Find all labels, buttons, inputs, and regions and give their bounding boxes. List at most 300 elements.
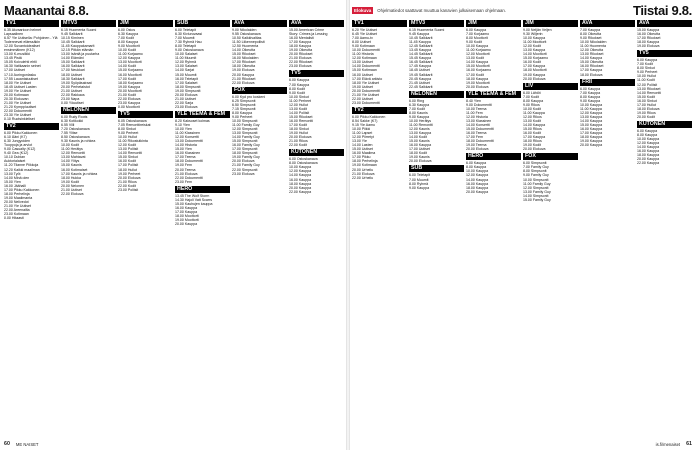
program-entry: 6.00 Kauppa (637, 128, 658, 133)
program-entry: 20.00 Elokuva (466, 84, 489, 89)
program-entry: 8.00 Ostoskanava (289, 161, 318, 166)
program-entry: 20.00 Kauppa (580, 143, 603, 148)
program-entry: 19.00 Perheet (118, 171, 141, 176)
program-entry: 9.00 Perheet (118, 131, 139, 136)
program-entry: 11.20 Tilanne Piikkoja (4, 163, 39, 168)
program-entry: 18.00 Perhelinja (352, 159, 378, 164)
left-schedule-grid (4, 20, 344, 438)
program-entry: 11.00 Kodit (637, 78, 655, 83)
program-entry: 14.00 Remontti (118, 151, 143, 156)
program-entry: 22.00 Elokuva (232, 80, 255, 85)
program-entry: 15.00 Oikeutta (580, 60, 604, 65)
program-entry: 21.00 Uutiset (61, 88, 82, 93)
program-entry: 22.00 Kauppa (289, 189, 312, 194)
program-entry: 17.00 Kauppa (580, 68, 603, 73)
program-entry: 6.00 Rudy Roots (61, 114, 88, 119)
program-entry: 9.00 Casualty (K12) (4, 147, 36, 152)
program-entry: 7.00 Aamu-tv (352, 36, 373, 41)
program-entry: 17.00 Rikokset (637, 36, 661, 41)
program-entry: 12.00 Poliisit (637, 82, 658, 87)
program-entry: 15.00 Uutiset (352, 147, 373, 152)
program-entry: 9.40 Gea (K12) (4, 151, 29, 156)
program-entry: 7.30 Ryhmä Hau (175, 40, 202, 45)
right-header (352, 3, 692, 17)
program-entry: 21.00 Family Guy (232, 163, 260, 168)
program-entry: 6.00 Kyd pro koskeni (232, 94, 266, 99)
program-entry: 21.00 Yle Uutiset (4, 203, 31, 208)
program-entry: 9.00 Nikolaiden (232, 28, 257, 32)
program-entry: 14.00 Family Guy (232, 135, 260, 140)
program-entry: 16.00 Nikolaiden (232, 56, 259, 61)
program-entry: 6.00 Kauppa (466, 28, 487, 32)
program-entry: 13.00 Rikokset (637, 86, 661, 91)
channel-header: KUTONEN (289, 149, 344, 156)
program-entry: 6.00 Ostoskanava (289, 157, 318, 162)
program-entry: 21.00 Uutiset (61, 187, 82, 192)
program-entry: 15.00 Muumit (175, 72, 197, 77)
program-entry: 11.00 Lapset (352, 131, 373, 136)
program-entry: 9.00 Rikokset (580, 36, 602, 41)
program-entry: 13.45 Pistä (4, 56, 22, 61)
program-entry: 12.00 Kaunis (409, 127, 430, 132)
program-entry: 15.00 Kaunis (409, 139, 430, 144)
program-entry: 16.00 Mentalisti (289, 36, 314, 41)
program-entry: 16.00 Kauppa (289, 177, 312, 182)
program-entry: 6.15 Huomenta Suomi (61, 28, 97, 32)
program-entry: 8.00 Kodit (289, 86, 305, 91)
program-entry: 6.00 Simpsonit (523, 161, 547, 166)
program-entry: 7.55 Ylitse (61, 131, 78, 136)
program-entry: 12.00 Oikeutta (580, 48, 604, 53)
program-entry: 19.00 Elokuva (232, 68, 255, 73)
channel-header: NELONEN (409, 91, 464, 98)
program-entry: 7.00 Muumit (409, 177, 429, 182)
program-entry: 18.00 Yle Uutiset (352, 80, 379, 85)
program-entry: 7.00 Kodit (523, 94, 539, 99)
channel-header: TV1 (4, 20, 59, 27)
program-entry: 0.00 Moottorit (118, 104, 140, 109)
program-entry: 14.00 Moottorit (523, 52, 547, 57)
program-entry: 19.45 Salkkarit (409, 72, 433, 77)
program-entry: 11.00 Herätys (61, 147, 83, 152)
program-entry: 19.00 Kauppa (580, 139, 603, 144)
program-entry: 14.00 Kauppa (637, 145, 660, 150)
channel-header: JIM (118, 20, 173, 27)
program-entry: 12.00 Kauppa (118, 56, 141, 61)
program-entry: 15.00 Rikos (523, 127, 542, 132)
program-entry: 19.00 Maailmanta (4, 195, 33, 200)
program-entry: 0.10 Ruotsinkieliset (4, 117, 35, 122)
program-entry: 11.00 Moottorit (523, 40, 547, 45)
program-entry: 12.00 Kauppa (637, 141, 660, 146)
program-entry: 7.00 Kauppa (580, 90, 601, 95)
program-entry: 18.00 Uutiset (61, 72, 82, 77)
program-entry: 10.00 Kauppa (466, 44, 489, 49)
program-entry: 10.00 Kodit (61, 143, 79, 148)
channel-header: AVA (289, 20, 344, 27)
program-entry: 20.00 Kodit (637, 114, 655, 119)
program-entry: 16.00 Salkkarit (61, 64, 85, 69)
program-entry: 23.00 Elokuva (175, 104, 198, 109)
program-entry: 14.00 Simpsonit (523, 193, 549, 198)
program-entry: 13.00 Dokumentti (175, 139, 203, 144)
program-entry: 8.00 Uutiset (352, 40, 371, 45)
program-entry: 9.00 Kauppa (580, 98, 601, 103)
channel-header: AVA (637, 20, 692, 27)
program-entry: 12.00 Kauppa (580, 110, 603, 115)
program-entry: 10.00 Kauppa (637, 137, 660, 142)
right-footer (656, 440, 692, 448)
program-entry: 17.00 Pikku Kakkonen (4, 187, 40, 192)
program-entry: 22.45 Salkkarit (409, 84, 433, 89)
program-entry: 17.55 Lauantaiuutiset (4, 76, 38, 81)
program-entry: 9.00 Kotimaan (352, 44, 375, 49)
program-entry: 14.00 Kauppa (580, 56, 603, 61)
program-entry: 17.00 Neukkari (61, 68, 85, 73)
program-entry: 19.00 Uutiset (352, 84, 373, 89)
program-entry: 23.00 Kotimaan (4, 212, 29, 217)
program-entry: 12.00 Ryhmä (175, 60, 197, 65)
program-entry: 21.00 Yle Uutiset (352, 92, 379, 97)
program-entry: 9.00 Neljän Veljen (523, 28, 552, 32)
program-entry: 21.00 Kodit (118, 92, 136, 97)
program-entry: 16.00 Kodit (118, 159, 136, 164)
program-entry: 13.00 Kodit (289, 106, 307, 111)
program-entry: 6.00 Kauppa (466, 161, 487, 166)
program-entry: 7.00 Kodit (409, 106, 425, 111)
program-entry: 9.00 Kodit (289, 90, 305, 95)
program-entry: 10.00 Simpsonit (232, 118, 258, 123)
program-entry: 12.00 Moottorit (466, 52, 490, 57)
program-entry: 8.20 Kaksoset kolmas (175, 118, 210, 123)
program-entry: 19.00 Kaunis (409, 155, 430, 160)
program-entry: 7.00 Muumit (175, 36, 195, 41)
right-page (348, 0, 696, 450)
program-entry: 10.00 Kauppa (523, 36, 546, 41)
program-entry: 16.00 Jäähalli (4, 183, 26, 188)
program-entry: 19.00 Yle Uutiset (4, 88, 31, 93)
program-entry: Auktorialaiset (4, 159, 26, 164)
right-page-number: 61 (686, 441, 692, 447)
program-entry: 14.45 Salkkarit (409, 52, 433, 57)
program-entry: 19.00 Kodit (61, 179, 79, 184)
program-entry: 9.30 Kaunis ja rohkea (61, 139, 96, 144)
program-entry: 14.00 Kodit (409, 135, 427, 140)
program-entry: 12.00 Kauppa (289, 169, 312, 174)
program-entry: 23.00 Elokuva (232, 171, 255, 176)
program-entry: 10.00 Kauppa (580, 102, 603, 107)
program-entry: 15.00 Salkkarit (61, 60, 85, 65)
program-entry: 13.00 Yle (352, 139, 367, 144)
program-entry: 19.00 Kauppa (523, 72, 546, 77)
program-entry: 17.00 Kodit (118, 76, 136, 81)
program-entry: 13.45 Kauppa (409, 48, 432, 53)
program-entry: 22.00 Sarja (175, 100, 194, 105)
program-entry: 9.00 Kauppa (409, 185, 430, 190)
program-entry: 13.00 Kodit (523, 118, 541, 123)
program-entry: 10.00 Hullut (118, 135, 137, 140)
program-entry: 10.45 Salkkarit (409, 36, 433, 41)
program-entry: 18.00 Dokumentti (175, 159, 203, 164)
program-entry: 6.00 Kauppa (637, 58, 658, 63)
program-entry: 7.15 Simpsonit (232, 106, 256, 111)
program-entry: 8.00 Sinkut (637, 66, 655, 71)
program-entry: 20.00 Elokuva (523, 76, 546, 81)
program-entry: 19.00 Kauppa (118, 84, 141, 89)
program-entry: 12.45 Salkkarit (409, 44, 433, 49)
program-entry: 19.00 Elokuva (637, 44, 660, 49)
program-entry: 18.00 Moottorit (175, 213, 199, 218)
program-entry: 18.00 Elokuva (580, 72, 603, 77)
program-entry: 15.00 Kauppa (637, 28, 660, 32)
program-entry: 8.00 Kauppa (466, 165, 487, 170)
program-entry: 9.45 Kauppa (409, 32, 430, 37)
program-entry: 12.50 Huomenta (232, 44, 259, 49)
program-entry: 18.00 Kauppa (466, 76, 489, 81)
program-entry: 20.00 Moottorit (118, 88, 142, 93)
program-entry: 19.00 Family Guy (232, 155, 260, 160)
program-entry: 14.30 Hajoli Vatt Scarrs (175, 197, 212, 202)
channel-header: JIM (466, 20, 521, 27)
program-entry: 14.00 Lasten (352, 143, 373, 148)
program-entry: 17.00 Rikokset (232, 60, 256, 65)
program-entry: 7.05 Remonttireiskat (118, 122, 151, 127)
channel-header: TV2 (4, 123, 59, 130)
program-entry: 17.00 Kodit (289, 122, 307, 127)
legend-text: Ohjelmatiedot saattavat muuttua kanavien julkaisemaan ohjelmaan. (377, 7, 507, 13)
program-entry: 6.30 Kauppa (409, 102, 430, 107)
program-entry: 18.00 Kauppa (466, 185, 489, 190)
program-entry: 18.00 Kauppa (637, 153, 660, 158)
channel-header: TV5 (289, 70, 344, 77)
program-entry: 18.00 Rikos (523, 139, 542, 144)
left-day-title: Maanantai 8.8. (4, 2, 89, 18)
legend-strip (352, 7, 506, 14)
program-entry: 22.00 Uutiset (352, 96, 373, 101)
program-entry: 17.00 Kaunis ja rohkea (61, 171, 98, 176)
program-entry: 18.00 Simpsonit (175, 84, 201, 89)
program-entry: 16.00 Family Guy (232, 143, 260, 148)
channel-header: TV5 (118, 111, 173, 118)
program-entry: 6.05 Ostoskanava (118, 118, 147, 123)
program-entry: 12.00 Konsertti (175, 135, 199, 140)
program-entry: 10.00 Kauppa (289, 165, 312, 170)
program-entry: 6.50 Simpsonit (232, 102, 256, 107)
program-entry: 18.00 Kauppa (637, 40, 660, 45)
program-entry: 20.00 Kauppa (232, 72, 255, 77)
program-entry: 11.00 Klassinen (175, 131, 200, 136)
program-entry: 18.00 Yle Uutiset (4, 80, 31, 85)
program-entry: 11.00 Korjaamo (466, 48, 491, 53)
program-entry: 10.00 Kodit (118, 48, 136, 53)
channel-header: MTV3 (61, 20, 116, 27)
program-entry: 11.00 Muumit (175, 56, 197, 61)
program-entry: 20.00 Urheilu (352, 167, 374, 172)
program-entry: Lapsaalinen (4, 32, 24, 37)
program-entry: 19.00 Kodit (523, 143, 541, 148)
program-entry: 6.00 Lähiöt (523, 90, 541, 95)
program-entry: 11.45 Kauppa (409, 40, 431, 45)
program-entry: 23.30 Yle Uutiset (4, 112, 31, 117)
program-entry: 10.10 Dubian (4, 155, 26, 160)
program-entry: 14.00 Ylitys (61, 159, 80, 164)
program-entry: 6.20 Yle Uutiset (352, 28, 377, 32)
program-entry: 15.00 Sinkut (118, 155, 138, 160)
program-entry: 13.00 Poliisit (118, 147, 139, 152)
program-entry: 20.00 Elokuva (118, 175, 141, 180)
program-entry: 10.00 Ylen (175, 127, 192, 132)
channel-header: KUTONEN (637, 121, 692, 128)
program-entry: 17.00 Kauppa (580, 131, 603, 136)
program-entry: 9.00 Dokumentti (466, 102, 492, 107)
program-entry: 9.00 Perheet (637, 70, 658, 75)
program-entry: 7.00 Kauppa (289, 82, 310, 87)
program-entry: 7.00 Family Guy (523, 165, 549, 170)
program-entry: 18.45 Uutiset (409, 68, 430, 73)
program-entry: 15.00 Rikokset (232, 52, 256, 57)
program-entry: 13.00 Uutiset (352, 60, 373, 65)
program-entry: 7.00 Kodit (118, 36, 134, 41)
program-entry: 20.00 Elokuva (409, 159, 432, 164)
program-entry: 21.00 Rikos (118, 179, 137, 184)
program-entry: 13.00 Työt (4, 171, 21, 176)
program-entry: 15.00 Rikokset (289, 114, 313, 119)
program-entry: 16.00 Rikokset (580, 64, 604, 69)
program-entry: 6.00 Ostos (118, 28, 136, 32)
program-entry: 18.00 Sinkut (289, 127, 309, 132)
program-entry: 22.00 Dokumentti (175, 175, 203, 180)
channel-header: AVA (580, 20, 635, 27)
program-entry: 13.45 The Wolf Storm (175, 193, 210, 198)
program-entry: 12.00 Piirretyt (352, 135, 374, 140)
program-entry: 9.00 Perheet (232, 114, 253, 119)
program-entry: 16.00 Korjaamo (466, 68, 492, 73)
program-entry: 0.00 Hitaasti (4, 216, 24, 221)
program-entry: 20.00 Kauppa (175, 222, 198, 227)
schedule-column (352, 20, 407, 438)
program-entry: 11.00 Family Guy (232, 122, 260, 127)
program-entry: 23.00 Fem (175, 179, 192, 184)
program-entry: 21.00 Rikos (289, 139, 308, 144)
program-entry: 8.54 Sakke (K7) (352, 118, 378, 123)
schedule-column (523, 20, 578, 438)
program-entry: 16.00 Kauppa (409, 143, 432, 148)
channel-header: JIM (523, 20, 578, 27)
program-entry: 17.00 Uutiset (4, 68, 25, 73)
program-entry: 15.00 American Crime (289, 28, 325, 32)
program-entry: 13.00 Isäntä ja puutarha (61, 52, 100, 57)
program-entry: 9.45 Salkkarit (61, 32, 83, 37)
program-entry: 17.00 Poliisit (118, 163, 139, 168)
program-entry: 18.00 Simpsonit (232, 151, 258, 156)
channel-header: TV1 (352, 20, 407, 27)
program-entry: 6.35 Akvaarioon helmet (4, 28, 42, 32)
program-entry: 9.00 Kodit (466, 40, 482, 45)
program-entry: 22.00 Kodit (289, 143, 307, 148)
program-entry: 17.00 Elävä arkisto (352, 76, 383, 81)
program-entry: 6.00 Kauppa (289, 78, 310, 83)
program-entry: 13.00 Family Guy (523, 189, 551, 194)
program-entry: 9.00 Kauppa (409, 114, 430, 119)
program-entry: 14.00 Poliisit (289, 110, 310, 115)
program-entry: 14.00 Kauppa (466, 177, 489, 182)
program-entry: 18.00 Dokumentti (466, 139, 494, 144)
program-entry: 7.20 Ostoskanava (61, 127, 90, 132)
program-entry: 17.00 Hullut (637, 102, 656, 107)
program-entry: 16.00 Oikeutta (637, 32, 661, 37)
program-entry: 13.00 Mahtavat (61, 155, 86, 160)
program-entry: 15.00 Family Guy (523, 197, 551, 202)
program-entry: 6.30 Jungyoiden (4, 139, 31, 144)
program-entry: 13.00 Rikokset (580, 52, 604, 57)
program-entry: 22.00 Kodit (118, 183, 136, 188)
program-entry: 16.00 Kauppa (466, 181, 489, 186)
program-entry: 8.00 Ryhmä (409, 181, 429, 186)
program-entry: 20.00 Elokuva (466, 147, 489, 152)
program-entry: 10.00 Teema (466, 106, 487, 111)
program-entry: 11.00 Huomenta (580, 44, 606, 49)
program-entry: 8.00 Kauppa (580, 94, 601, 99)
program-entry: 19.00 Simpsonit (175, 88, 201, 93)
channel-header: LIV (523, 83, 578, 90)
program-entry: 18.00 Kauppa (580, 135, 603, 140)
program-entry: 22.00 Elokuva (118, 96, 141, 101)
program-entry: 22.00 Areenailta (4, 207, 30, 212)
program-entry: 19.00 Fem (175, 163, 192, 168)
program-entry: 17.00 Kodit (466, 72, 484, 77)
program-entry: 17.00 Kauppa (289, 40, 312, 45)
program-entry: 9.00 Moottorit (118, 44, 140, 49)
program-entry: 15.00 Simpsonit (232, 139, 258, 144)
right-schedule-grid (352, 20, 692, 438)
program-entry: 11.45 Kauppakamarit (61, 44, 95, 49)
program-entry: 8.00 Teletapit (175, 44, 197, 49)
program-entry: 11.00 Perheet (289, 98, 312, 103)
program-entry: 19.00 Oikeutta (289, 48, 313, 53)
program-entry: 15.00 Moottorit (466, 64, 490, 69)
program-entry: 13.00 K-musiikki (4, 52, 31, 57)
program-entry: 18.00 Moottorit (523, 68, 547, 73)
program-entry: 14.00 Sarjat (175, 68, 195, 73)
program-entry: 15.05 Koivulehti ehtii (4, 60, 37, 65)
schedule-column (466, 20, 521, 438)
program-entry: 8.00 Kauppa (523, 98, 544, 103)
program-entry: 15.00 Kaunis (61, 163, 82, 168)
program-entry: 17.00 Kauppa (175, 209, 198, 214)
program-entry: 10.45 Salkkarit (61, 40, 85, 45)
program-entry: 20.00 Elokuva (175, 92, 198, 97)
program-entry: 16.00 Remontti (289, 118, 314, 123)
program-entry: 14.00 Remontti (637, 90, 662, 95)
program-entry: 16.00 Maailma (352, 151, 376, 156)
program-entry: 10.00 Kodit (523, 106, 541, 111)
program-entry: 10.00 Nikolaiden (580, 40, 607, 45)
channel-header: SUB (409, 165, 464, 172)
program-entry: 18.30 Salkkarit (61, 76, 85, 81)
program-entry: 12.20 Kaikki maailman (4, 167, 40, 172)
program-entry: 14.00 Kodit (118, 64, 136, 69)
schedule-column (61, 20, 116, 438)
program-entry: 16.45 Salkkarit (409, 60, 433, 65)
program-entry: 19.00 Hullut (289, 131, 308, 136)
program-entry: 8.00 Oikeutta (580, 32, 602, 37)
program-entry: 12.00 Remontti (61, 151, 86, 156)
program-entry: 18.00 Kodit (409, 151, 427, 156)
program-entry: 18.00 Perhelinja (4, 191, 30, 196)
program-entry: 16.00 Teletapit (175, 76, 199, 81)
program-entry: 16.00 Kauppa (175, 205, 198, 210)
program-entry: 17.10 Auringonlasku (4, 72, 37, 77)
